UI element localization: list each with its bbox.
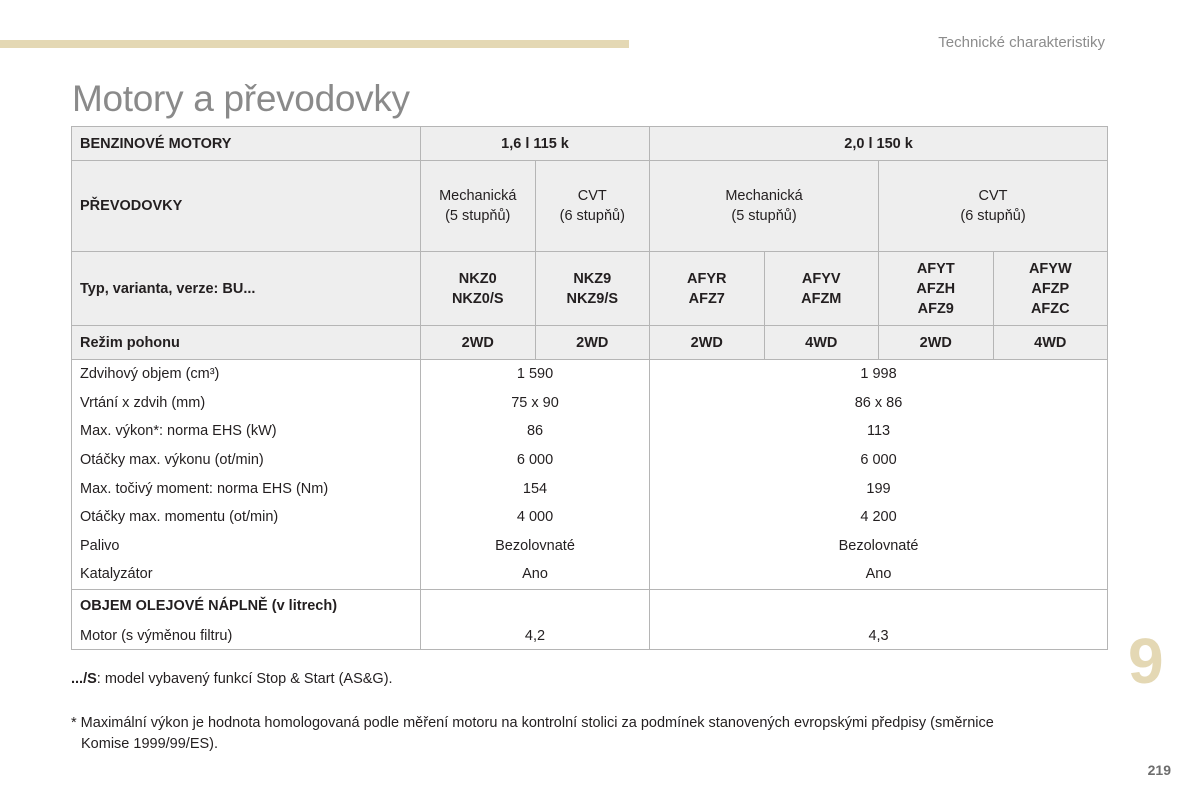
table-row (72, 503, 1108, 532)
table-row (72, 389, 1108, 418)
row-label: Motor (s výměnou filtru) (72, 623, 421, 650)
row-label: Otáčky max. výkonu (ot/min) (72, 446, 421, 475)
variant-code: AFZ9 (917, 300, 954, 317)
variant-label: Typ, varianta, verze: BU... (72, 252, 421, 326)
variant-cell (421, 252, 536, 326)
drive-cell: 2WD (879, 326, 994, 360)
variant-code: AFYV (801, 270, 841, 287)
variant-code: AFZC (1030, 300, 1070, 317)
drive-cell: 4WD (993, 326, 1108, 360)
variant-cell (879, 252, 994, 326)
row-label: Vrtání x zdvih (mm) (72, 389, 421, 418)
chapter-number: 9 (1128, 625, 1164, 697)
value-engine-2: 199 (650, 474, 1108, 503)
row-label: Palivo (72, 532, 421, 561)
variant-code: NKZ9/S (566, 290, 619, 307)
variant-cell (764, 252, 879, 326)
value-engine-2: 4 200 (650, 503, 1108, 532)
engine-2-header: 2,0 l 150 k (650, 127, 1108, 161)
value-engine-2: 86 x 86 (650, 389, 1108, 418)
value-engine-2: Bezolovnaté (650, 532, 1108, 561)
value-engine-1: 75 x 90 (421, 389, 650, 418)
gearbox-type: Mechanická (725, 188, 803, 204)
drive-cell: 4WD (764, 326, 879, 360)
value-engine-1: 4 000 (421, 503, 650, 532)
drive-row (72, 326, 1108, 360)
gearbox-row (72, 161, 1108, 252)
gearbox-label: PŘEVODOVKY (72, 161, 421, 252)
drive-cell: 2WD (650, 326, 765, 360)
gearbox-cell (421, 161, 536, 252)
variant-code: AFZP (1031, 280, 1070, 297)
row-label: Max. točivý moment: norma EHS (Nm) (72, 474, 421, 503)
table-row (72, 446, 1108, 475)
footnote-text: : model vybavený funkcí Stop & Start (AS&G). (96, 671, 393, 687)
value-engine-1: Bezolovnaté (421, 532, 650, 561)
value-engine-1: 4,2 (421, 623, 650, 650)
gearbox-cell (650, 161, 879, 252)
value-engine-2: 6 000 (650, 446, 1108, 475)
variant-code: AFYR (687, 270, 727, 287)
row-label: Zdvihový objem (cm³) (72, 360, 421, 389)
table-header-row (72, 127, 1108, 161)
value-engine-1: Ano (421, 560, 650, 589)
variant-row (72, 252, 1108, 326)
engine-spec-table (71, 126, 1108, 650)
oil-empty-cell (421, 589, 650, 623)
footnote-marker: .../S (71, 671, 97, 687)
table-row (72, 417, 1108, 446)
variant-code: AFZH (916, 280, 956, 297)
engine-1-header: 1,6 l 115 k (421, 127, 650, 161)
gearbox-speeds: (5 stupňů) (445, 208, 511, 224)
table-row (72, 474, 1108, 503)
section-header: Technické charakteristiky (938, 34, 1105, 51)
footnote-stop-start (71, 671, 393, 687)
value-engine-1: 1 590 (421, 360, 650, 389)
engine-type-label: BENZINOVÉ MOTORY (72, 127, 421, 161)
footnote-line: * Maximální výkon je hodnota homologovaná podle měření motoru na kontrolní stolici za podmínek stanovených evropskými předpisy (směrnice (71, 715, 994, 731)
variant-code: AFYT (916, 260, 955, 277)
variant-code: NKZ0/S (451, 290, 504, 307)
value-engine-1: 6 000 (421, 446, 650, 475)
value-engine-2: Ano (650, 560, 1108, 589)
variant-code: NKZ9 (573, 270, 612, 287)
gearbox-type: Mechanická (439, 188, 517, 204)
page-number: 219 (1147, 762, 1171, 778)
page-title: Motory a převodovky (72, 78, 410, 119)
value-engine-2: 4,3 (650, 623, 1108, 650)
row-label: Katalyzátor (72, 560, 421, 589)
oil-empty-cell (650, 589, 1108, 623)
header-accent-bar (0, 40, 629, 48)
value-engine-1: 154 (421, 474, 650, 503)
gearbox-speeds: (6 stupňů) (559, 208, 625, 224)
table-row (72, 360, 1108, 389)
footnote-line: Komise 1999/99/ES). (81, 736, 219, 752)
gearbox-cell (879, 161, 1108, 252)
drive-label: Režim pohonu (72, 326, 421, 360)
variant-code: AFZM (801, 290, 842, 307)
value-engine-1: 86 (421, 417, 650, 446)
variant-code: NKZ0 (458, 270, 497, 287)
table-row (72, 532, 1108, 561)
row-label: Max. výkon*: norma EHS (kW) (72, 417, 421, 446)
variant-cell (993, 252, 1108, 326)
value-engine-2: 113 (650, 417, 1108, 446)
gearbox-type: CVT (978, 188, 1008, 204)
gearbox-type: CVT (577, 188, 607, 204)
drive-cell: 2WD (421, 326, 536, 360)
gearbox-speeds: (6 stupňů) (960, 208, 1026, 224)
table-row (72, 560, 1108, 589)
variant-code: AFZ7 (688, 290, 725, 307)
variant-cell (650, 252, 765, 326)
oil-value-row (72, 623, 1108, 650)
value-engine-2: 1 998 (650, 360, 1108, 389)
oil-header-row (72, 589, 1108, 623)
row-label: Otáčky max. momentu (ot/min) (72, 503, 421, 532)
variant-code: AFYW (1028, 260, 1072, 277)
oil-capacity-label: OBJEM OLEJOVÉ NÁPLNĚ (v litrech) (72, 589, 421, 623)
variant-cell (535, 252, 650, 326)
footnote-max-power (71, 713, 1071, 755)
drive-cell: 2WD (535, 326, 650, 360)
gearbox-cell (535, 161, 650, 252)
gearbox-speeds: (5 stupňů) (731, 208, 797, 224)
